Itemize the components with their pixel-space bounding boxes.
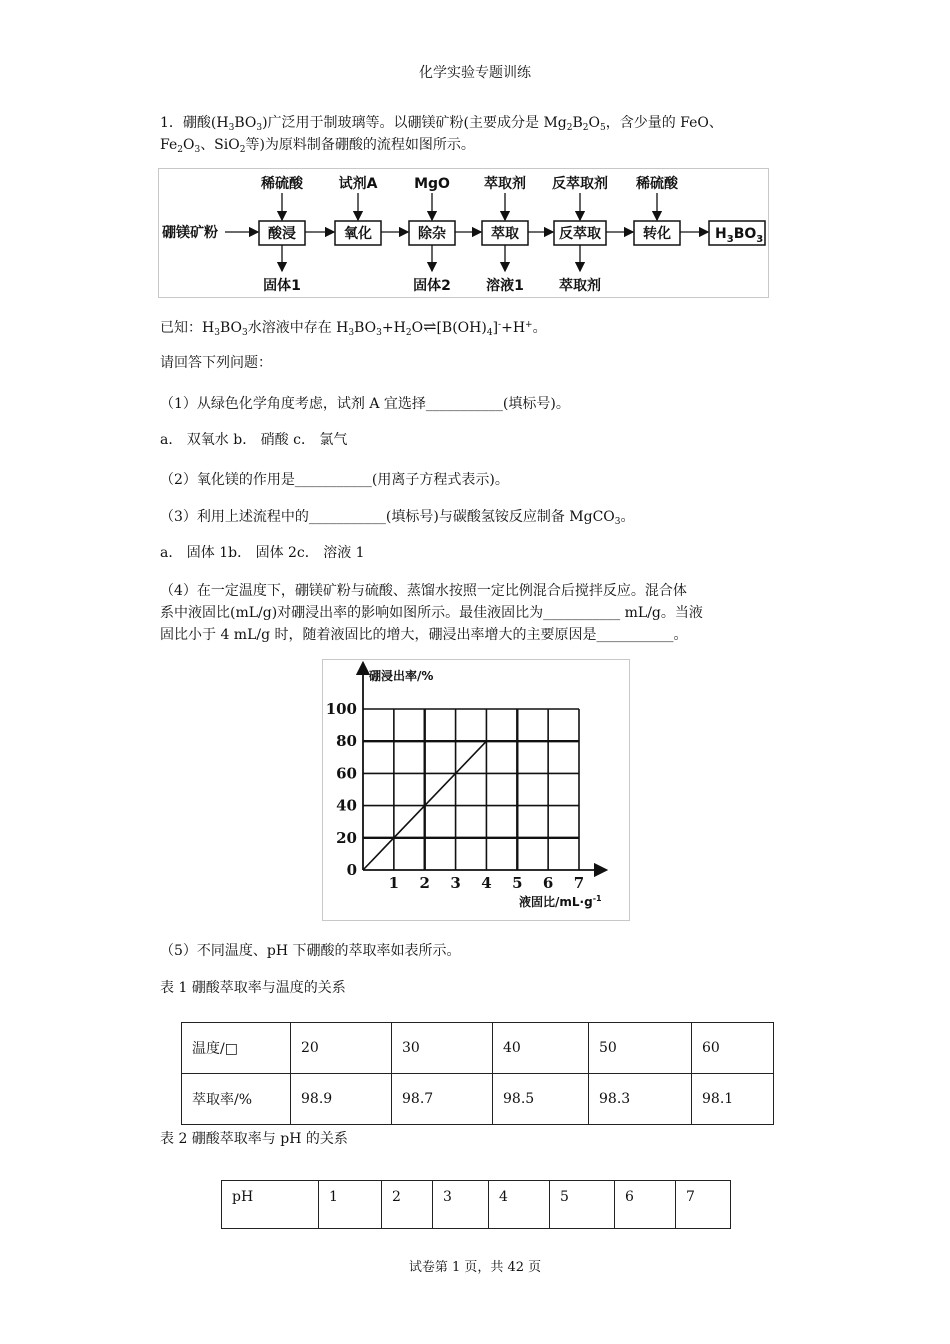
table-cell: 98.3	[589, 1074, 692, 1125]
chart-x-axis-label: 液固比$/mL\cdot g^{-1}$	[519, 894, 602, 909]
chart-y-tick-label: 80	[336, 732, 357, 751]
page-header: 化学实验专题训练	[419, 65, 531, 81]
sub-question-2: （2）氧化镁的作用是___________(用离子方程式表示)。	[160, 472, 509, 488]
svg-text:萃取: 萃取	[491, 226, 519, 242]
table-cell: 30	[392, 1023, 493, 1074]
flow-output-solid-2	[413, 245, 451, 294]
leaching-rate-chart	[322, 659, 630, 921]
chart-x-tick-label: 3	[450, 874, 461, 892]
flow-output-extractant	[559, 245, 601, 294]
svg-text:氧化: 氧化	[344, 226, 372, 242]
table-row	[222, 1181, 731, 1229]
flow-step-oxidation	[335, 221, 381, 245]
svg-text:酸浸: 酸浸	[268, 226, 296, 242]
flow-start-label: 硼镁矿粉	[162, 225, 218, 241]
chart-x-tick-label: 4	[481, 874, 492, 892]
chart-y-tick-label: 40	[336, 796, 357, 815]
table-cell: 6	[615, 1181, 676, 1229]
chart-y-axis-label: 硼浸出率/%	[369, 669, 434, 683]
table-cell: 7	[676, 1181, 731, 1229]
svg-text:萃取剂: 萃取剂	[484, 176, 526, 192]
table-cell: 1	[319, 1181, 382, 1229]
known-equilibrium: 已知：$H_3BO_3$水溶液中存在 $H_3BO_3+H_2O\rightleftharpoons[B(OH)_4]^-+H^+$。	[160, 317, 547, 338]
table-cell: 60	[692, 1023, 774, 1074]
flow-input-reagent-a	[339, 175, 378, 220]
flow-product-boric-acid	[709, 221, 765, 245]
flow-step-extraction	[482, 221, 528, 245]
flow-output-solution-1	[486, 245, 524, 294]
chart-y-tick-label: 60	[336, 764, 357, 783]
table-ph-extraction	[221, 1180, 731, 1229]
question-1-line-1: 1．硼酸$(H_3BO_3)$广泛用于制玻璃等。以硼镁矿粉(主要成分是 $Mg_2B_2O_5$，含少量的 FeO、	[160, 115, 723, 133]
svg-text:稀硫酸: 稀硫酸	[636, 176, 678, 192]
chart-x-tick-label: 1	[388, 874, 400, 892]
sub-question-3-options: a． 固体 1b． 固体 2c． 溶液 1	[160, 545, 365, 561]
chart-x-tick-label: 2	[419, 874, 430, 892]
sub-question-4-line-1: （4）在一定温度下，硼镁矿粉与硫酸、蒸馏水按照一定比例混合后搅拌反应。混合体	[160, 583, 687, 599]
svg-text:转化: 转化	[643, 226, 671, 242]
flow-input-back-extractant	[552, 175, 608, 220]
table-2-caption: 表 2 硼酸萃取率与 pH 的关系	[160, 1131, 348, 1147]
svg-text:反萃取: 反萃取	[559, 226, 601, 242]
table-row	[182, 1074, 774, 1125]
flow-input-mgo	[414, 176, 450, 220]
table-cell: 5	[550, 1181, 615, 1229]
table-cell: 萃取率/%	[182, 1074, 291, 1125]
flow-step-conversion	[634, 221, 680, 245]
sub-question-1: （1）从绿色化学角度考虑，试剂 A 宜选择___________(填标号)。	[160, 396, 570, 412]
svg-text:萃取剂: 萃取剂	[559, 278, 601, 294]
svg-text:溶液1: 溶液1	[486, 278, 524, 294]
flow-step-impurity-removal	[409, 221, 455, 245]
table-cell: 98.5	[493, 1074, 589, 1125]
table-cell: 40	[493, 1023, 589, 1074]
table-cell: 98.1	[692, 1074, 774, 1125]
flow-step-back-extraction	[554, 221, 606, 245]
table-row	[182, 1023, 774, 1074]
chart-x-tick-label: 5	[512, 874, 523, 892]
svg-text:固体2: 固体2	[413, 278, 451, 294]
svg-text:除杂: 除杂	[418, 226, 446, 242]
table-temperature-extraction	[181, 1022, 774, 1125]
table-cell: 温度/□	[182, 1023, 291, 1074]
svg-text:反萃取剂: 反萃取剂	[552, 176, 608, 192]
sub-question-4-line-3: 固比小于 4 mL/g 时，随着液固比的增大，硼浸出率增大的主要原因是___________。	[160, 627, 688, 643]
flow-input-extractant	[484, 175, 526, 220]
svg-text:试剂A: 试剂A	[338, 176, 378, 192]
prompt-text: 请回答下列问题：	[160, 355, 272, 371]
flow-step-acid-leach	[259, 221, 305, 245]
page-footer: 试卷第 1 页，共 42 页	[408, 1260, 542, 1275]
question-1-line-2: $Fe_2O_3$、SiO$_2$等)为原料制备硼酸的流程如图所示。	[160, 137, 475, 155]
table-cell: 98.7	[392, 1074, 493, 1125]
process-flow-diagram	[158, 168, 769, 298]
svg-text:H3BO3: $H_3BO_3$	[715, 226, 764, 245]
table-cell: 4	[489, 1181, 550, 1229]
svg-text:稀硫酸: 稀硫酸	[261, 176, 303, 192]
table-cell: 3	[433, 1181, 489, 1229]
chart-y-tick-label: 100	[325, 700, 357, 718]
chart-x-tick-label: 6	[542, 874, 554, 892]
table-cell: 50	[589, 1023, 692, 1074]
table-cell: 20	[291, 1023, 392, 1074]
svg-text:MgO: MgO	[414, 176, 450, 192]
chart-y-tick-label: 20	[336, 828, 357, 847]
table-cell: 98.9	[291, 1074, 392, 1125]
flow-output-solid-1	[263, 245, 301, 294]
table-1-caption: 表 1 硼酸萃取率与温度的关系	[160, 980, 346, 996]
flow-input-dilute-sulfuric-acid-2	[635, 175, 679, 220]
sub-question-4-line-2: 系中液固比(mL/g)对硼浸出率的影响如图所示。最佳液固比为___________ mL/g。当液	[160, 605, 703, 621]
table-cell: pH	[222, 1181, 319, 1229]
chart-x-tick-label: 7	[573, 874, 585, 892]
chart-y-tick-label: 0	[346, 861, 357, 879]
sub-question-3: （3）利用上述流程中的___________(填标号)与碳酸氢铵反应制备 MgCO$_3$。	[160, 509, 635, 527]
sub-question-1-options: a． 双氧水 b． 硝酸 c． 氯气	[160, 432, 348, 448]
sub-question-5: （5）不同温度、pH 下硼酸的萃取率如表所示。	[160, 943, 461, 959]
flow-input-dilute-sulfuric-acid-1	[260, 175, 304, 220]
svg-text:固体1: 固体1	[263, 278, 301, 294]
table-cell: 2	[382, 1181, 433, 1229]
